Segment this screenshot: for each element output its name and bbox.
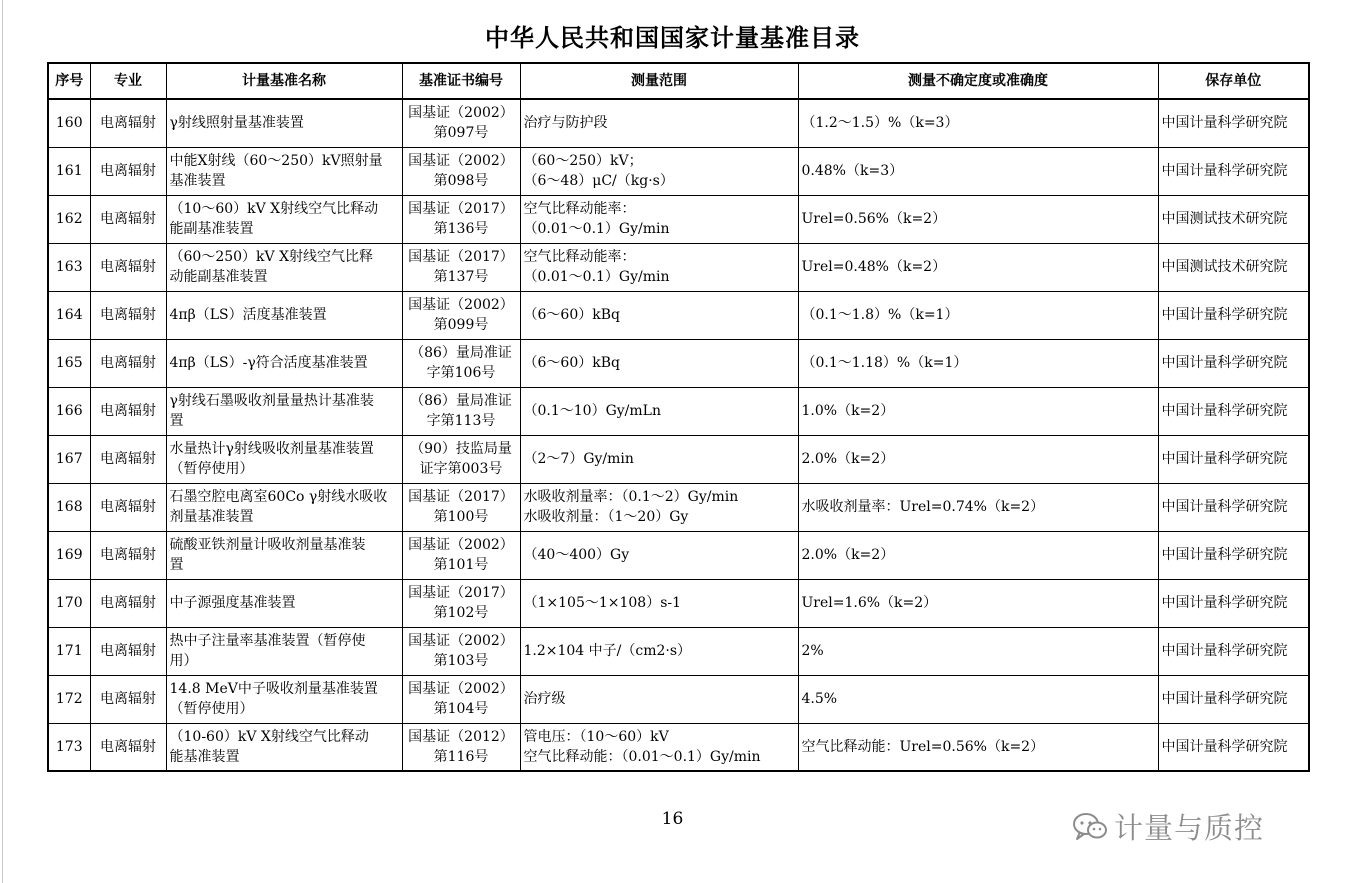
cell-uncertainty-line: Urel=0.56%（k=2） (801, 211, 947, 227)
catalog-table (47, 62, 1310, 772)
cell-certificate-no-line: 第099号 (433, 317, 489, 333)
watermark-text: 计量与质控 (1114, 811, 1265, 845)
cell-specialty: 电离辐射 (90, 291, 166, 339)
cell-no: 166 (48, 387, 90, 435)
table-row (48, 195, 1309, 243)
cell-uncertainty-line: 水吸收剂量率：Urel=0.74%（k=2） (801, 499, 1045, 515)
cell-specialty: 电离辐射 (90, 579, 166, 627)
cell-measurement-range-line: （2～7）Gy/min (523, 451, 634, 467)
cell-uncertainty (798, 483, 1158, 531)
cell-no: 162 (48, 195, 90, 243)
cell-measurement-range (520, 627, 798, 675)
cell-specialty: 电离辐射 (90, 435, 166, 483)
cell-measurement-range-line: 治疗级 (523, 691, 566, 707)
table-row (48, 483, 1309, 531)
cell-measurement-range-line: 治疗与防护段 (523, 115, 608, 132)
cell-standard-name-line: γ射线照射量基准装置 (169, 115, 304, 132)
cell-uncertainty (798, 627, 1158, 675)
cell-standard-name (166, 531, 402, 579)
cell-certificate-no (402, 147, 520, 195)
cell-certificate-no-line: 第103号 (433, 653, 489, 669)
cell-no: 161 (48, 147, 90, 195)
cell-uncertainty-line: （1.2～1.5）%（k=3） (801, 115, 959, 132)
cell-standard-name (166, 723, 402, 771)
cell-measurement-range (520, 291, 798, 339)
cell-standard-name (166, 99, 402, 147)
cell-standard-name-line: 用） (169, 653, 198, 669)
table-row (48, 147, 1309, 195)
cell-measurement-range (520, 195, 798, 243)
cell-specialty: 电离辐射 (90, 99, 166, 147)
cell-standard-name-line: γ射线石墨吸收剂量量热计基准装 (169, 393, 374, 409)
cell-standard-name-line: 中子源强度基准装置 (169, 595, 296, 611)
cell-uncertainty (798, 291, 1158, 339)
cell-measurement-range-line: （40～400）Gy (523, 547, 630, 563)
cell-certificate-no-line: （86）量局准证 (410, 393, 512, 409)
cell-certificate-no-line: 字第113号 (426, 413, 496, 429)
cell-standard-name-line: 14.8 MeV中子吸收剂量基准装置 (169, 681, 378, 697)
cell-certificate-no-line: 字第106号 (426, 365, 496, 381)
cell-no: 160 (48, 99, 90, 147)
cell-standard-name (166, 435, 402, 483)
cell-no: 170 (48, 579, 90, 627)
cell-specialty: 电离辐射 (90, 243, 166, 291)
cell-measurement-range-line: （6～48）μC/（kg·s） (523, 173, 674, 189)
cell-measurement-range (520, 675, 798, 723)
table-row (48, 99, 1309, 147)
cell-certificate-no-line: 第101号 (433, 557, 489, 573)
cell-no: 167 (48, 435, 90, 483)
cell-uncertainty (798, 243, 1158, 291)
cell-measurement-range-line: （0.01～0.1）Gy/min (523, 221, 670, 237)
cell-certificate-no-line: 国基证（2002） (408, 537, 514, 553)
cell-standard-name-line: 4πβ（LS）活度基准装置 (169, 307, 327, 323)
cell-uncertainty-line: 2.0%（k=2） (801, 451, 895, 467)
cell-standard-name-line: 动能副基准装置 (169, 269, 268, 285)
cell-certificate-no-line: 第136号 (433, 221, 489, 237)
table-row (48, 291, 1309, 339)
cell-measurement-range (520, 387, 798, 435)
cell-no: 168 (48, 483, 90, 531)
cell-no: 165 (48, 339, 90, 387)
cell-uncertainty (798, 723, 1158, 771)
cell-measurement-range (520, 483, 798, 531)
cell-measurement-range (520, 339, 798, 387)
cell-measurement-range-line: 水吸收剂量率：（0.1～2）Gy/min (523, 489, 739, 505)
cell-uncertainty (798, 387, 1158, 435)
cell-uncertainty (798, 147, 1158, 195)
cell-standard-name-line: 能副基准装置 (169, 221, 254, 237)
cell-measurement-range-line: 管电压：（10～60）kV (523, 728, 669, 745)
cell-no: 172 (48, 675, 90, 723)
cell-specialty: 电离辐射 (90, 675, 166, 723)
cell-measurement-range-line: 水吸收剂量：（1～20）Gy (523, 509, 689, 525)
cell-certificate-no (402, 723, 520, 771)
cell-standard-name (166, 291, 402, 339)
cell-specialty: 电离辐射 (90, 627, 166, 675)
table-row (48, 339, 1309, 387)
cell-certificate-no-line: 国基证（2002） (408, 153, 514, 169)
cell-specialty: 电离辐射 (90, 147, 166, 195)
cell-measurement-range-line: （6～60）kBq (523, 307, 620, 323)
cell-standard-name-line: 基准装置 (169, 173, 226, 189)
cell-standard-name (166, 579, 402, 627)
cell-uncertainty (798, 675, 1158, 723)
table-row (48, 579, 1309, 627)
table-row (48, 675, 1309, 723)
table-header-row (48, 63, 1309, 99)
cell-custodian: 中国计量科学研究院 (1158, 339, 1309, 387)
cell-certificate-no-line: 国基证（2012） (408, 728, 514, 745)
cell-measurement-range (520, 243, 798, 291)
cell-uncertainty (798, 339, 1158, 387)
table-row (48, 243, 1309, 291)
header-custodian: 保存单位 (1158, 63, 1309, 99)
cell-no: 163 (48, 243, 90, 291)
cell-certificate-no (402, 483, 520, 531)
cell-specialty: 电离辐射 (90, 339, 166, 387)
cell-measurement-range-line: （0.01～0.1）Gy/min (523, 269, 670, 285)
cell-no: 173 (48, 723, 90, 771)
cell-certificate-no-line: 证字第003号 (419, 461, 503, 477)
cell-certificate-no-line: 第102号 (433, 605, 489, 621)
cell-uncertainty (798, 195, 1158, 243)
cell-measurement-range (520, 723, 798, 771)
cell-certificate-no-line: 国基证（2002） (408, 105, 514, 122)
cell-standard-name (166, 243, 402, 291)
cell-certificate-no (402, 627, 520, 675)
cell-specialty: 电离辐射 (90, 387, 166, 435)
cell-measurement-range (520, 435, 798, 483)
cell-standard-name-line: 硫酸亚铁剂量计吸收剂量基准装 (169, 537, 366, 553)
cell-standard-name (166, 339, 402, 387)
cell-standard-name-line: （暂停使用） (169, 701, 254, 717)
cell-specialty: 电离辐射 (90, 531, 166, 579)
catalog-table-body (48, 99, 1309, 771)
cell-standard-name-line: 水量热计γ射线吸收剂量基准装置 (169, 441, 374, 457)
cell-uncertainty (798, 435, 1158, 483)
cell-certificate-no-line: 第100号 (433, 509, 489, 525)
cell-uncertainty-line: 空气比释动能：Urel=0.56%（k=2） (801, 738, 1045, 755)
cell-certificate-no (402, 291, 520, 339)
cell-standard-name (166, 387, 402, 435)
cell-standard-name-line: 能基准装置 (169, 748, 240, 765)
cell-uncertainty-line: 0.48%（k=3） (801, 163, 904, 179)
cell-specialty: 电离辐射 (90, 723, 166, 771)
cell-certificate-no (402, 243, 520, 291)
cell-custodian: 中国计量科学研究院 (1158, 291, 1309, 339)
cell-certificate-no-line: 国基证（2002） (408, 681, 514, 697)
cell-certificate-no-line: 国基证（2002） (408, 297, 514, 313)
page-title: 中华人民共和国国家计量基准目录 (485, 24, 860, 52)
cell-uncertainty (798, 579, 1158, 627)
cell-measurement-range (520, 99, 798, 147)
cell-measurement-range-line: 1.2×104 中子/（cm2·s） (523, 643, 692, 659)
cell-specialty: 电离辐射 (90, 195, 166, 243)
cell-certificate-no (402, 675, 520, 723)
cell-custodian: 中国计量科学研究院 (1158, 387, 1309, 435)
cell-certificate-no (402, 435, 520, 483)
cell-custodian: 中国计量科学研究院 (1158, 675, 1309, 723)
table-row (48, 531, 1309, 579)
cell-uncertainty-line: 2.0%（k=2） (801, 547, 895, 563)
cell-uncertainty-line: Urel=1.6%（k=2） (801, 595, 938, 611)
header-standard-name: 计量基准名称 (166, 63, 402, 99)
cell-standard-name-line: 置 (169, 557, 184, 573)
cell-no: 164 (48, 291, 90, 339)
cell-standard-name-line: （60～250）kV X射线空气比释 (169, 249, 374, 265)
cell-custodian: 中国计量科学研究院 (1158, 483, 1309, 531)
cell-uncertainty-line: 2% (801, 643, 824, 659)
cell-certificate-no-line: 国基证（2017） (408, 585, 514, 601)
cell-uncertainty (798, 99, 1158, 147)
cell-certificate-no-line: 第137号 (433, 269, 489, 285)
table-row (48, 387, 1309, 435)
cell-uncertainty (798, 531, 1158, 579)
cell-certificate-no (402, 195, 520, 243)
cell-standard-name (166, 675, 402, 723)
cell-certificate-no (402, 531, 520, 579)
cell-certificate-no (402, 387, 520, 435)
cell-measurement-range-line: 空气比释动能：（0.01～0.1）Gy/min (523, 748, 761, 765)
cell-measurement-range (520, 579, 798, 627)
cell-uncertainty-line: （0.1～1.18）%（k=1） (801, 355, 968, 371)
header-measurement-range: 测量范围 (520, 63, 798, 99)
cell-certificate-no-line: 国基证（2017） (408, 489, 514, 505)
cell-standard-name (166, 483, 402, 531)
cell-certificate-no-line: 国基证（2017） (408, 201, 514, 217)
cell-custodian: 中国测试技术研究院 (1158, 243, 1309, 291)
cell-measurement-range (520, 531, 798, 579)
cell-certificate-no-line: 国基证（2002） (408, 633, 514, 649)
cell-standard-name-line: 热中子注量率基准装置（暂停使 (169, 633, 366, 649)
cell-specialty: 电离辐射 (90, 483, 166, 531)
cell-certificate-no-line: 第098号 (433, 173, 489, 189)
cell-measurement-range-line: （60～250）kV； (523, 153, 643, 169)
cell-standard-name-line: 石墨空腔电离室60Co γ射线水吸收 (169, 489, 388, 505)
cell-certificate-no-line: 第104号 (433, 701, 489, 717)
cell-no: 171 (48, 627, 90, 675)
cell-measurement-range-line: 空气比释动能率： (523, 201, 636, 217)
page-edge-line (2, 0, 3, 883)
watermark (1072, 806, 1264, 847)
cell-measurement-range-line: 空气比释动能率： (523, 249, 636, 265)
cell-certificate-no-line: （86）量局准证 (410, 345, 512, 361)
header-specialty: 专业 (90, 63, 166, 99)
cell-certificate-no-line: 国基证（2017） (408, 249, 514, 265)
cell-standard-name (166, 147, 402, 195)
cell-custodian: 中国计量科学研究院 (1158, 627, 1309, 675)
cell-no: 169 (48, 531, 90, 579)
wechat-icon (1072, 812, 1108, 842)
cell-custodian: 中国计量科学研究院 (1158, 723, 1309, 771)
cell-standard-name-line: （10-60）kV X射线空气比释动 (169, 728, 369, 745)
cell-measurement-range-line: （0.1～10）Gy/mLn (523, 403, 661, 419)
cell-custodian: 中国计量科学研究院 (1158, 147, 1309, 195)
cell-uncertainty-line: 1.0%（k=2） (801, 403, 895, 419)
cell-custodian: 中国计量科学研究院 (1158, 99, 1309, 147)
cell-standard-name-line: （10～60）kV X射线空气比释动 (169, 201, 379, 217)
cell-standard-name (166, 627, 402, 675)
cell-standard-name-line: 中能X射线（60～250）kV照射量 (169, 153, 383, 169)
table-row (48, 435, 1309, 483)
cell-custodian: 中国计量科学研究院 (1158, 579, 1309, 627)
header-no: 序号 (48, 63, 90, 99)
cell-certificate-no (402, 339, 520, 387)
cell-uncertainty-line: Urel=0.48%（k=2） (801, 259, 947, 275)
cell-certificate-no (402, 99, 520, 147)
cell-measurement-range-line: （6～60）kBq (523, 355, 620, 371)
cell-standard-name-line: 置 (169, 413, 184, 429)
header-certificate-no: 基准证书编号 (402, 63, 520, 99)
cell-uncertainty-line: 4.5% (801, 691, 838, 707)
cell-standard-name-line: 4πβ（LS）-γ符合活度基准装置 (169, 355, 368, 371)
table-row (48, 627, 1309, 675)
cell-certificate-no-line: （90）技监局量 (410, 441, 512, 457)
cell-certificate-no-line: 第097号 (433, 125, 489, 142)
cell-measurement-range (520, 147, 798, 195)
cell-certificate-no (402, 579, 520, 627)
cell-uncertainty-line: （0.1～1.8）%（k=1） (801, 307, 959, 323)
cell-standard-name-line: 剂量基准装置 (169, 509, 254, 525)
cell-measurement-range-line: （1×105～1×108）s-1 (523, 595, 682, 611)
page-number: 16 (661, 809, 684, 829)
header-uncertainty: 测量不确定度或准确度 (798, 63, 1158, 99)
cell-custodian: 中国计量科学研究院 (1158, 531, 1309, 579)
table-row (48, 723, 1309, 771)
cell-certificate-no-line: 第116号 (433, 748, 489, 765)
cell-standard-name-line: （暂停使用） (169, 461, 254, 477)
cell-custodian: 中国测试技术研究院 (1158, 195, 1309, 243)
cell-custodian: 中国计量科学研究院 (1158, 435, 1309, 483)
cell-standard-name (166, 195, 402, 243)
